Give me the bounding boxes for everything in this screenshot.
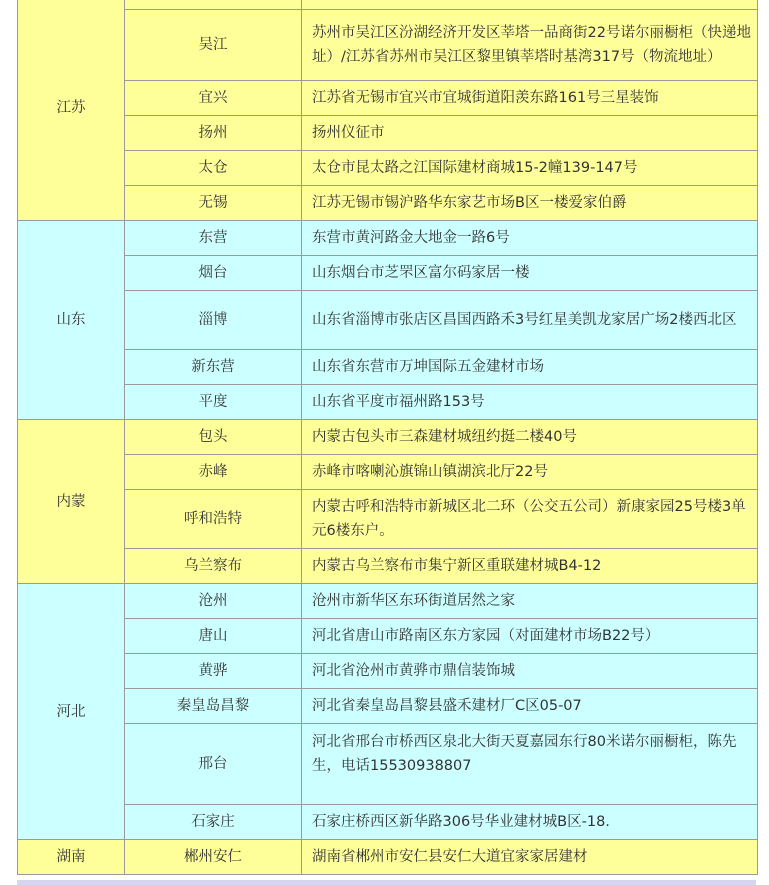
city-cell: 黄骅 [125, 654, 302, 689]
table-row [18, 221, 758, 256]
city-cell [125, 0, 302, 10]
table-row [18, 151, 758, 186]
table-row [18, 689, 758, 724]
city-cell: 无锡 [125, 186, 302, 221]
address-cell [302, 0, 758, 10]
address-cell: 河北省沧州市黄骅市鼎信装饰城 [302, 654, 758, 689]
address-cell: 太仓市昆太路之江国际建材商城15-2幢139-147号 [302, 151, 758, 186]
address-cell: 江苏省无锡市宜兴市宜城街道阳羡东路161号三星装饰 [302, 81, 758, 116]
city-cell: 赤峰 [125, 455, 302, 490]
city-cell: 吴江 [125, 10, 302, 81]
address-cell: 石家庄桥西区新华路306号华业建材城B区-18. [302, 805, 758, 840]
address-cell: 山东省平度市福州路153号 [302, 385, 758, 420]
address-cell: 河北省唐山市路南区东方家园（对面建材市场B22号） [302, 619, 758, 654]
table-row [18, 455, 758, 490]
city-cell: 呼和浩特 [125, 490, 302, 549]
address-cell: 东营市黄河路金大地金一路6号 [302, 221, 758, 256]
address-cell: 湖南省郴州市安仁县安仁大道宜家家居建材 [302, 840, 758, 875]
province-cell: 江苏 [18, 0, 125, 221]
table-row [18, 186, 758, 221]
address-cell: 河北省邢台市桥西区泉北大街天夏嘉园东行80米诺尔丽橱柜，陈先生，电话15530938807 [302, 724, 758, 805]
city-cell: 包头 [125, 420, 302, 455]
city-cell: 扬州 [125, 116, 302, 151]
table-bottom-edge [17, 880, 756, 885]
province-cell: 河北 [18, 584, 125, 840]
table-row [18, 805, 758, 840]
city-cell: 东营 [125, 221, 302, 256]
table-row [18, 549, 758, 584]
dealer-address-table [17, 0, 758, 875]
city-cell: 邢台 [125, 724, 302, 805]
table-row [18, 584, 758, 619]
address-cell: 苏州市吴江区汾湖经济开发区莘塔一品商街22号诺尔丽橱柜（快递地址）/江苏省苏州市吴江区黎里镇莘塔时基湾317号（物流地址） [302, 10, 758, 81]
table-row [18, 291, 758, 350]
table-row [18, 724, 758, 805]
city-cell: 淄博 [125, 291, 302, 350]
address-cell: 内蒙古呼和浩特市新城区北二环（公交五公司）新康家园25号楼3单元6楼东户。 [302, 490, 758, 549]
address-cell: 江苏无锡市锡沪路华东家艺市场B区一楼爱家伯爵 [302, 186, 758, 221]
table-row [18, 619, 758, 654]
address-cell: 沧州市新华区东环街道居然之家 [302, 584, 758, 619]
table-row [18, 0, 758, 10]
table-row [18, 385, 758, 420]
address-cell: 内蒙古乌兰察布市集宁新区重联建材城B4-12 [302, 549, 758, 584]
city-cell: 石家庄 [125, 805, 302, 840]
table-row [18, 81, 758, 116]
table-row [18, 420, 758, 455]
city-cell: 平度 [125, 385, 302, 420]
city-cell: 唐山 [125, 619, 302, 654]
province-cell: 山东 [18, 221, 125, 420]
address-cell: 扬州仪征市 [302, 116, 758, 151]
table-row [18, 256, 758, 291]
address-cell: 内蒙古包头市三森建材城纽约挺二楼40号 [302, 420, 758, 455]
table-row [18, 490, 758, 549]
address-cell: 河北省秦皇岛昌黎县盛禾建材厂C区05-07 [302, 689, 758, 724]
city-cell: 乌兰察布 [125, 549, 302, 584]
city-cell: 烟台 [125, 256, 302, 291]
city-cell: 郴州安仁 [125, 840, 302, 875]
address-cell: 山东省淄博市张店区昌国西路禾3号红星美凯龙家居广场2楼西北区 [302, 291, 758, 350]
table-row [18, 840, 758, 875]
table-row [18, 654, 758, 689]
address-cell: 山东烟台市芝罘区富尔码家居一楼 [302, 256, 758, 291]
city-cell: 秦皇岛昌黎 [125, 689, 302, 724]
city-cell: 新东营 [125, 350, 302, 385]
address-cell: 赤峰市喀喇沁旗锦山镇湖滨北厅22号 [302, 455, 758, 490]
city-cell: 太仓 [125, 151, 302, 186]
table-row [18, 10, 758, 81]
address-cell: 山东省东营市万坤国际五金建材市场 [302, 350, 758, 385]
table-row [18, 116, 758, 151]
province-cell: 内蒙 [18, 420, 125, 584]
table-row [18, 350, 758, 385]
province-cell: 湖南 [18, 840, 125, 875]
city-cell: 沧州 [125, 584, 302, 619]
city-cell: 宜兴 [125, 81, 302, 116]
